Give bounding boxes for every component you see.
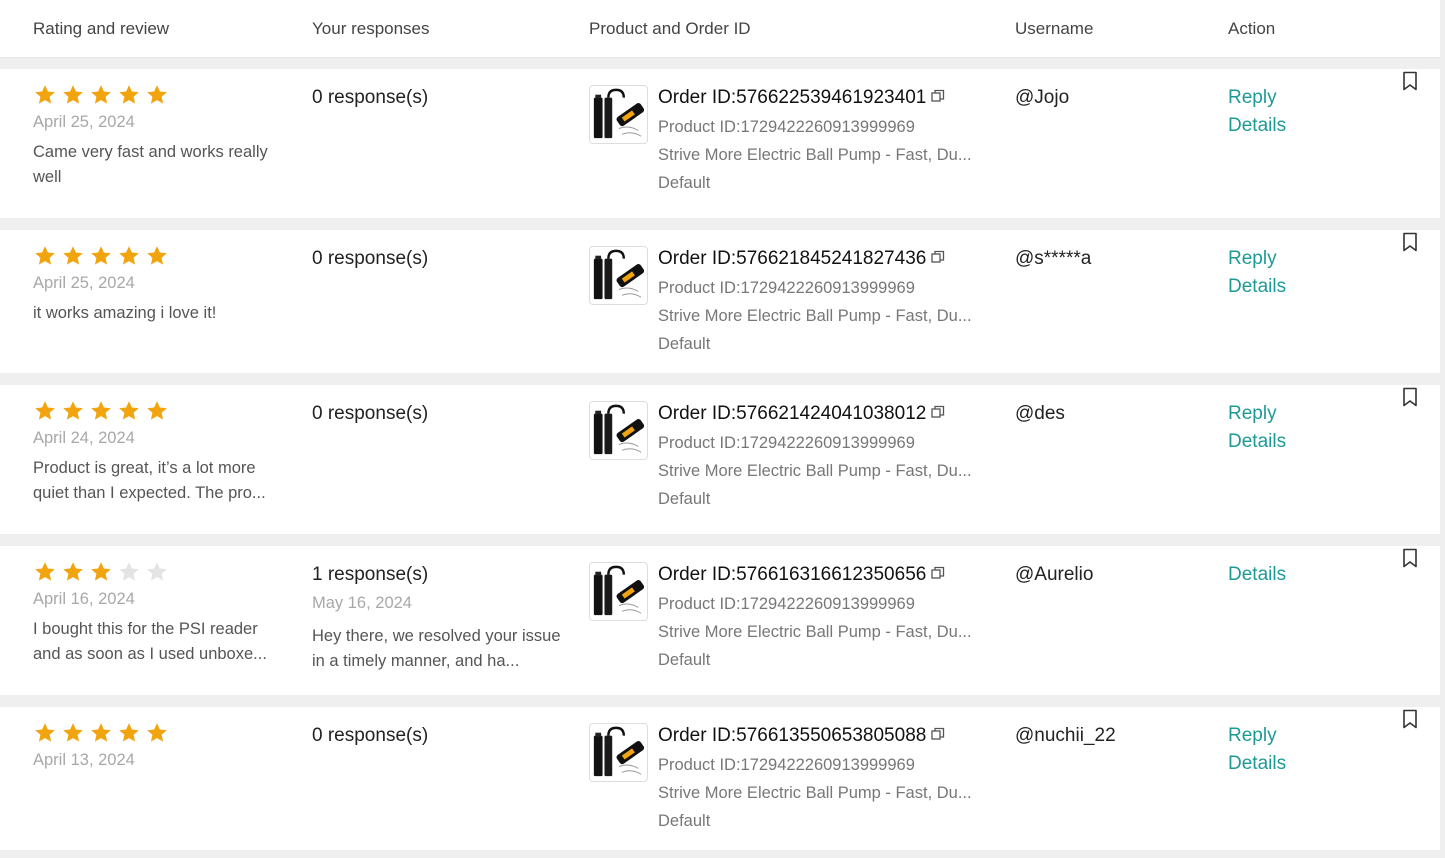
response-count: 0 response(s) xyxy=(312,248,429,269)
review-date: April 16, 2024 xyxy=(33,590,135,608)
username: @nuchii_22 xyxy=(1015,725,1116,746)
details-button[interactable]: Details xyxy=(1228,115,1287,136)
review-text: it works amazing i love it! xyxy=(33,304,217,322)
star-filled-icon xyxy=(117,721,141,745)
star-filled-icon xyxy=(33,399,57,423)
header-rating-review: Rating and review xyxy=(33,19,170,38)
response-count: 0 response(s) xyxy=(312,725,429,746)
product-name: Strive More Electric Ball Pump - Fast, Du... xyxy=(658,307,972,325)
review-text: Came very fast and works really well xyxy=(33,143,268,186)
star-filled-icon xyxy=(61,83,85,107)
bookmark-icon[interactable] xyxy=(1401,387,1419,407)
star-filled-icon xyxy=(33,83,57,107)
response-date: May 16, 2024 xyxy=(312,594,412,612)
details-button[interactable]: Details xyxy=(1228,431,1287,452)
bookmark-icon[interactable] xyxy=(1401,709,1419,729)
product-id: Product ID:1729422260913999969 xyxy=(658,756,915,774)
product-name: Strive More Electric Ball Pump - Fast, Du... xyxy=(658,784,972,802)
response-count: 1 response(s) xyxy=(312,564,429,585)
order-id-text: Order ID:576613550653805088 xyxy=(658,725,927,746)
header-username: Username xyxy=(1015,19,1094,38)
product-thumbnail xyxy=(589,401,648,460)
product-thumbnail xyxy=(589,723,648,782)
product-name: Strive More Electric Ball Pump - Fast, Du... xyxy=(658,623,972,641)
star-filled-icon xyxy=(89,399,113,423)
product-name: Strive More Electric Ball Pump - Fast, Du... xyxy=(658,462,972,480)
star-filled-icon xyxy=(117,399,141,423)
star-filled-icon xyxy=(145,244,169,268)
star-filled-icon xyxy=(145,399,169,423)
header-your-responses: Your responses xyxy=(312,19,430,38)
star-filled-icon xyxy=(33,244,57,268)
star-rating xyxy=(33,560,169,584)
product-variant: Default xyxy=(658,490,711,508)
order-id xyxy=(658,403,945,425)
review-date: April 25, 2024 xyxy=(33,113,135,131)
order-id xyxy=(658,87,945,109)
bookmark-icon[interactable] xyxy=(1401,232,1419,252)
star-rating xyxy=(33,244,169,268)
star-rating xyxy=(33,399,169,423)
reply-button[interactable]: Reply xyxy=(1228,248,1277,269)
bookmark-icon[interactable] xyxy=(1401,548,1419,568)
review-date: April 25, 2024 xyxy=(33,274,135,292)
star-filled-icon xyxy=(89,560,113,584)
bookmark-icon[interactable] xyxy=(1401,71,1419,91)
details-button[interactable]: Details xyxy=(1228,753,1287,774)
header-product-order: Product and Order ID xyxy=(589,19,751,38)
header-action: Action xyxy=(1228,19,1276,38)
username: @Aurelio xyxy=(1015,564,1094,585)
review-text: Product is great, it’s a lot more quiet than I expected. The pro... xyxy=(33,459,266,502)
star-rating xyxy=(33,721,169,745)
product-name: Strive More Electric Ball Pump - Fast, Du... xyxy=(658,146,972,164)
order-id-text: Order ID:576616316612350656 xyxy=(658,564,927,585)
order-id-text: Order ID:576622539461923401 xyxy=(658,87,927,108)
response-count: 0 response(s) xyxy=(312,403,429,424)
reply-button[interactable]: Reply xyxy=(1228,725,1277,746)
star-filled-icon xyxy=(89,83,113,107)
product-id: Product ID:1729422260913999969 xyxy=(658,595,915,613)
star-filled-icon xyxy=(89,244,113,268)
product-variant: Default xyxy=(658,335,711,353)
star-filled-icon xyxy=(61,721,85,745)
copy-icon[interactable] xyxy=(931,403,945,425)
details-button[interactable]: Details xyxy=(1228,276,1287,297)
star-empty-icon xyxy=(117,560,141,584)
copy-icon[interactable] xyxy=(931,564,945,586)
table-header xyxy=(0,0,1440,58)
star-rating xyxy=(33,83,169,107)
order-id xyxy=(658,564,945,586)
star-filled-icon xyxy=(61,244,85,268)
table-row xyxy=(0,385,1440,534)
username: @des xyxy=(1015,403,1065,424)
product-id: Product ID:1729422260913999969 xyxy=(658,118,915,136)
product-variant: Default xyxy=(658,651,711,669)
order-id xyxy=(658,725,945,747)
product-thumbnail xyxy=(589,562,648,621)
reply-button[interactable]: Reply xyxy=(1228,403,1277,424)
star-filled-icon xyxy=(33,560,57,584)
copy-icon[interactable] xyxy=(931,248,945,270)
product-id: Product ID:1729422260913999969 xyxy=(658,434,915,452)
response-text: Hey there, we resolved your issue in a timely manner, and ha... xyxy=(312,627,561,670)
star-filled-icon xyxy=(89,721,113,745)
order-id-text: Order ID:576621424041038012 xyxy=(658,403,927,424)
copy-icon[interactable] xyxy=(931,725,945,747)
product-thumbnail xyxy=(589,85,648,144)
product-id: Product ID:1729422260913999969 xyxy=(658,279,915,297)
product-variant: Default xyxy=(658,812,711,830)
review-date: April 24, 2024 xyxy=(33,429,135,447)
star-filled-icon xyxy=(145,721,169,745)
star-filled-icon xyxy=(61,560,85,584)
username: @Jojo xyxy=(1015,87,1070,108)
star-filled-icon xyxy=(61,399,85,423)
table-row xyxy=(0,546,1440,695)
review-date: April 13, 2024 xyxy=(33,751,135,769)
response-count: 0 response(s) xyxy=(312,87,429,108)
order-id-text: Order ID:576621845241827436 xyxy=(658,248,927,269)
product-thumbnail xyxy=(589,246,648,305)
username: @s*****a xyxy=(1015,248,1092,269)
star-filled-icon xyxy=(33,721,57,745)
table-row xyxy=(0,707,1440,850)
star-filled-icon xyxy=(117,83,141,107)
details-button[interactable]: Details xyxy=(1228,564,1287,585)
copy-icon[interactable] xyxy=(931,87,945,109)
review-text: I bought this for the PSI reader and as soon as I used unboxe... xyxy=(33,620,267,663)
star-empty-icon xyxy=(145,560,169,584)
reply-button[interactable]: Reply xyxy=(1228,87,1277,108)
table-row xyxy=(0,230,1440,373)
order-id xyxy=(658,248,945,270)
table-row xyxy=(0,69,1440,218)
product-variant: Default xyxy=(658,174,711,192)
star-filled-icon xyxy=(145,83,169,107)
star-filled-icon xyxy=(117,244,141,268)
